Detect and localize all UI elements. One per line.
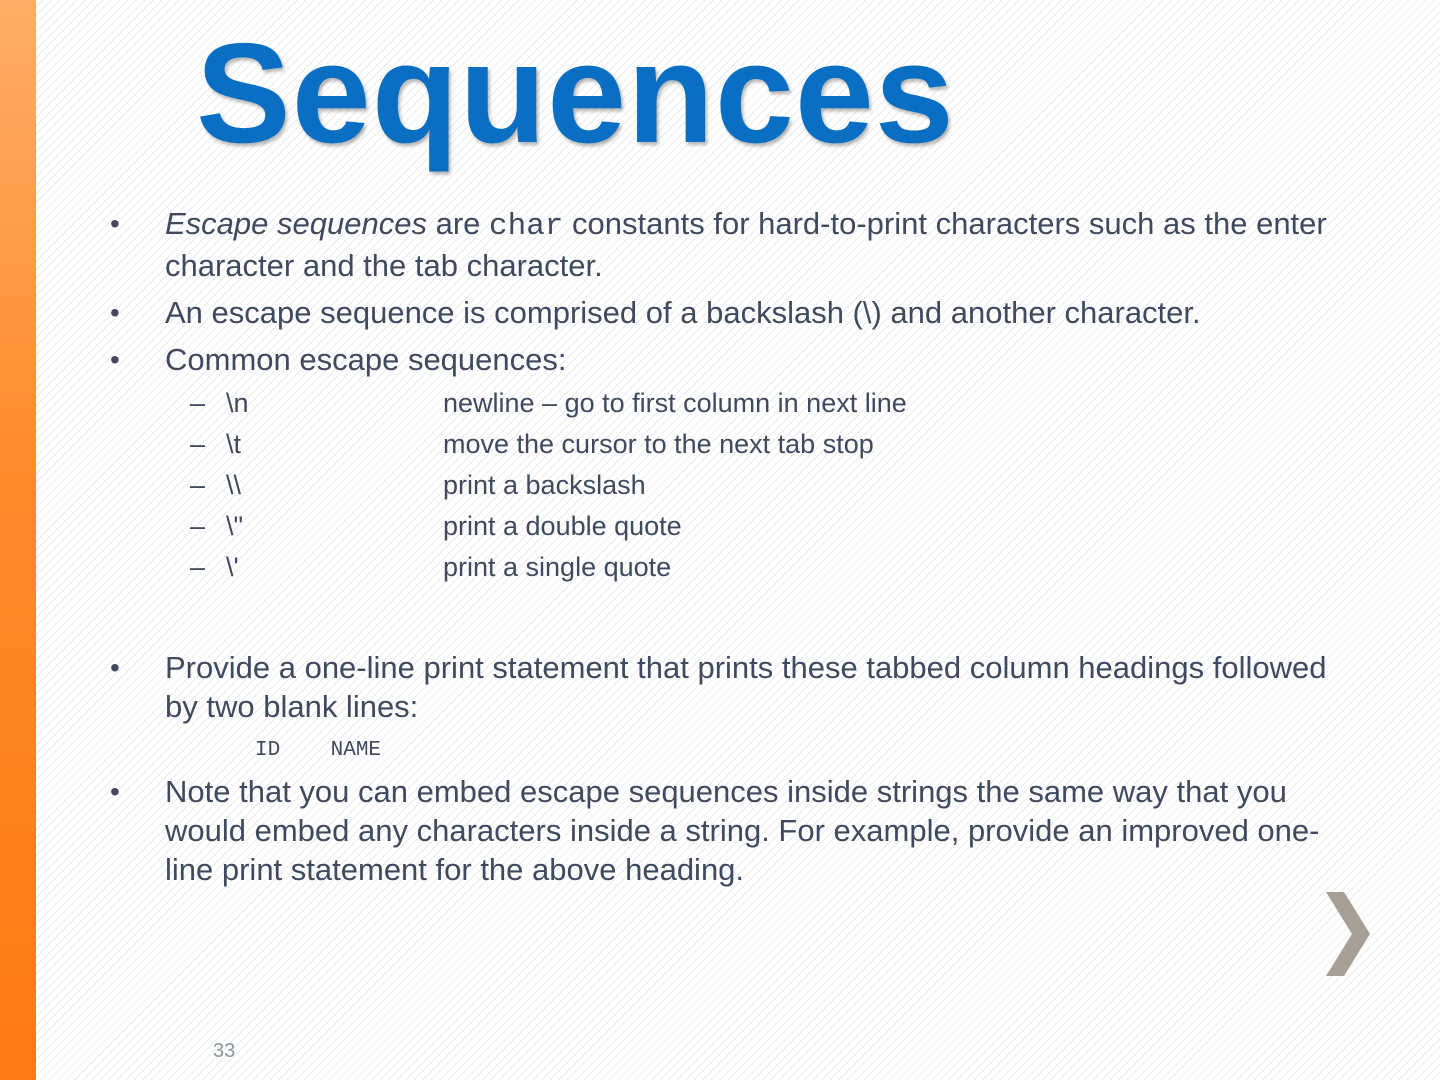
page-number: 33 (213, 1040, 236, 1062)
bullet-embed-note (110, 772, 1350, 889)
escape-sequence-list (110, 383, 1350, 588)
escape-sequences-term: Escape sequences (165, 206, 427, 241)
escape-description: print a double quote (443, 511, 682, 541)
escape-code: \' (226, 552, 239, 582)
escape-code: \t (226, 429, 242, 459)
escape-code: \\ (226, 470, 242, 500)
bullet-dot-icon: • (110, 297, 120, 328)
dash-icon: – (190, 470, 206, 500)
bullet-dot-icon: • (110, 344, 120, 375)
list-item (190, 506, 1350, 547)
escape-description: print a backslash (443, 470, 646, 500)
dash-icon: – (190, 552, 206, 582)
bullet-text: are (426, 206, 489, 241)
bullet-text: Note that you can embed escape sequences inside strings the same way that you would embed any characters inside a string. For example, provide an improved one-line print statement for the above heading. (165, 774, 1320, 887)
char-keyword: char (489, 209, 564, 244)
bullet-dot-icon: • (110, 652, 120, 683)
escape-description: print a single quote (443, 552, 672, 582)
bullet-escape-sequences (110, 204, 1350, 285)
bullet-dot-icon: • (110, 776, 120, 807)
escape-description: move the cursor to the next tab stop (443, 429, 874, 459)
bullet-text: Provide a one-line print statement that prints these tabbed column headings followed by two blank lines: (165, 650, 1327, 724)
list-item (190, 424, 1350, 465)
dash-icon: – (190, 388, 206, 418)
dash-icon: – (190, 511, 206, 541)
chevron-right-icon[interactable] (1322, 892, 1374, 976)
orange-side-bar (0, 0, 36, 1080)
escape-description: newline – go to first column in next line (443, 388, 907, 418)
escape-code: \" (226, 511, 244, 541)
bullet-text: Common escape sequences: (165, 342, 567, 377)
list-item (190, 383, 1350, 424)
bullet-escape-definition (110, 293, 1350, 332)
dash-icon: – (190, 429, 206, 459)
bullet-text: An escape sequence is comprised of a backslash (\) and another character. (165, 295, 1201, 330)
bullet-print-exercise (110, 648, 1350, 726)
bullet-dot-icon: • (110, 208, 120, 239)
bullet-text: constants for hard-to-print characters such as the enter character and the tab character. (165, 206, 1327, 283)
bullet-common-escapes (110, 340, 1350, 379)
slide-title: Sequences (196, 14, 955, 173)
slide-body (110, 204, 1350, 889)
list-item (190, 547, 1350, 588)
column-headings-example: ID NAME (255, 739, 382, 762)
list-item (190, 465, 1350, 506)
escape-code: \n (226, 388, 249, 418)
